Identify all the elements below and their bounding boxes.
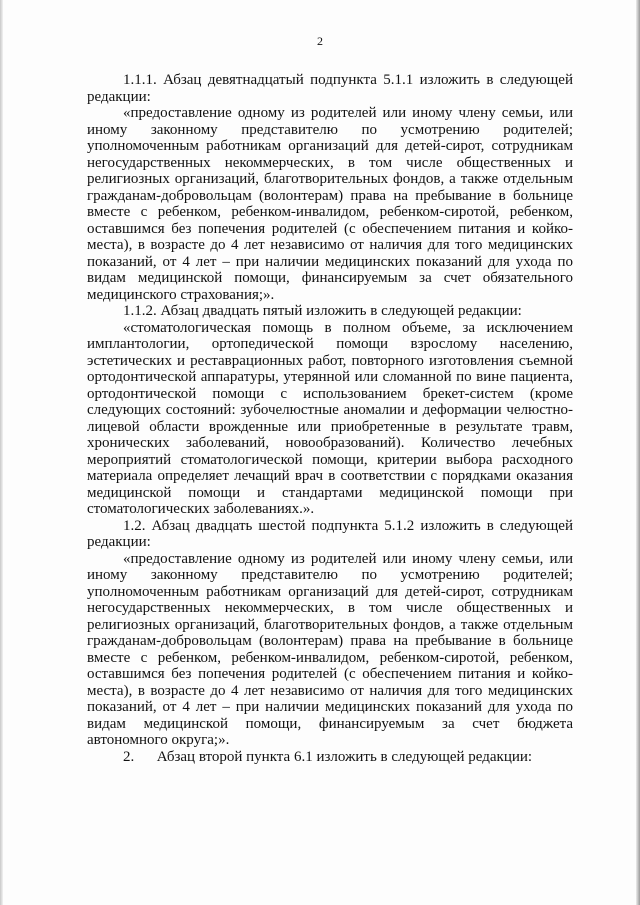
clause-2: 2. Абзац второй пункта 6.1 изложить в следующей редакции: xyxy=(123,748,533,765)
page-number: 2 xyxy=(317,34,323,48)
quote-paragraph-2: «стоматологическая помощь в полном объеме, за исключением имплантологии, ортопедической помощи взрослому населению, эстетических и реставрационных работ, повторного изготовления съемной ортодонтической аппаратуры, утерянной или сломанной по вине пациента, ортодонтической помощи с использованием брекет-систем (кроме следующих состояний: зубочелюстные аномалии и деформации челюстно-лицевой области врожденные или приобретенные в результате травм, хронических заболеваний, новообразований). Количество лечебных мероприятий стоматологической помощи, критерии выбора расходного материала определяет лечащий врач в соответствии с порядками оказания медицинской помощи и стандартами медицинской помощи при стоматологических заболеваниях.». xyxy=(87,319,573,517)
clause-1-1-2: 1.1.2. Абзац двадцать пятый изложить в следующей редакции: xyxy=(123,303,522,319)
document-body xyxy=(87,72,573,765)
quote-paragraph-1: «предоставление одному из родителей или иному члену семьи, или иному законному представителю по усмотрению родителей; уполномоченным работникам организаций для детей-сирот, сотрудникам негосударственных некоммерческих, в том числе общественных и религиозных организаций, благотворительных фондов, а также отдельным гражданам-добровольцам (волонтерам) права на пребывание в больнице вместе с ребенком, ребенком-инвалидом, ребенком-сиротой, ребенком, оставшимся без попечения родителей (с обеспечением питания и койко-места), в возрасте до 4 лет независимо от наличия для того медицинских показаний, от 4 лет – при наличии медицинских показаний для ухода по видам медицинской помощи, финансируемым за счет обязательного медицинского страхования;». xyxy=(87,105,573,303)
page-edge-right xyxy=(636,0,640,905)
quote-paragraph-3: «предоставление одному из родителей или иному члену семьи, или иному законному представителю по усмотрению родителей; уполномоченным работникам организаций для детей-сирот, сотрудникам негосударственных некоммерческих, в том числе общественных и религиозных организаций, благотворительных фондов, а также отдельным гражданам-добровольцам (волонтерам) права на пребывание в больнице вместе с ребенком, ребенком-инвалидом, ребенком-сиротой, ребенком, оставшимся без попечения родителей (с обеспечением питания и койко-места), в возрасте до 4 лет независимо от наличия для того медицинских показаний, от 4 лет – при наличии медицинских показаний для ухода по видам медицинской помощи, финансируемым за счет бюджета автономного округа;». xyxy=(87,550,573,748)
clause-1-2: 1.2. Абзац двадцать шестой подпункта 5.1.2 изложить в следующей редакции: xyxy=(87,517,573,550)
page-edge-left xyxy=(0,0,3,905)
clause-1-1-1: 1.1.1. Абзац девятнадцатый подпункта 5.1.1 изложить в следующей редакции: xyxy=(87,72,573,105)
